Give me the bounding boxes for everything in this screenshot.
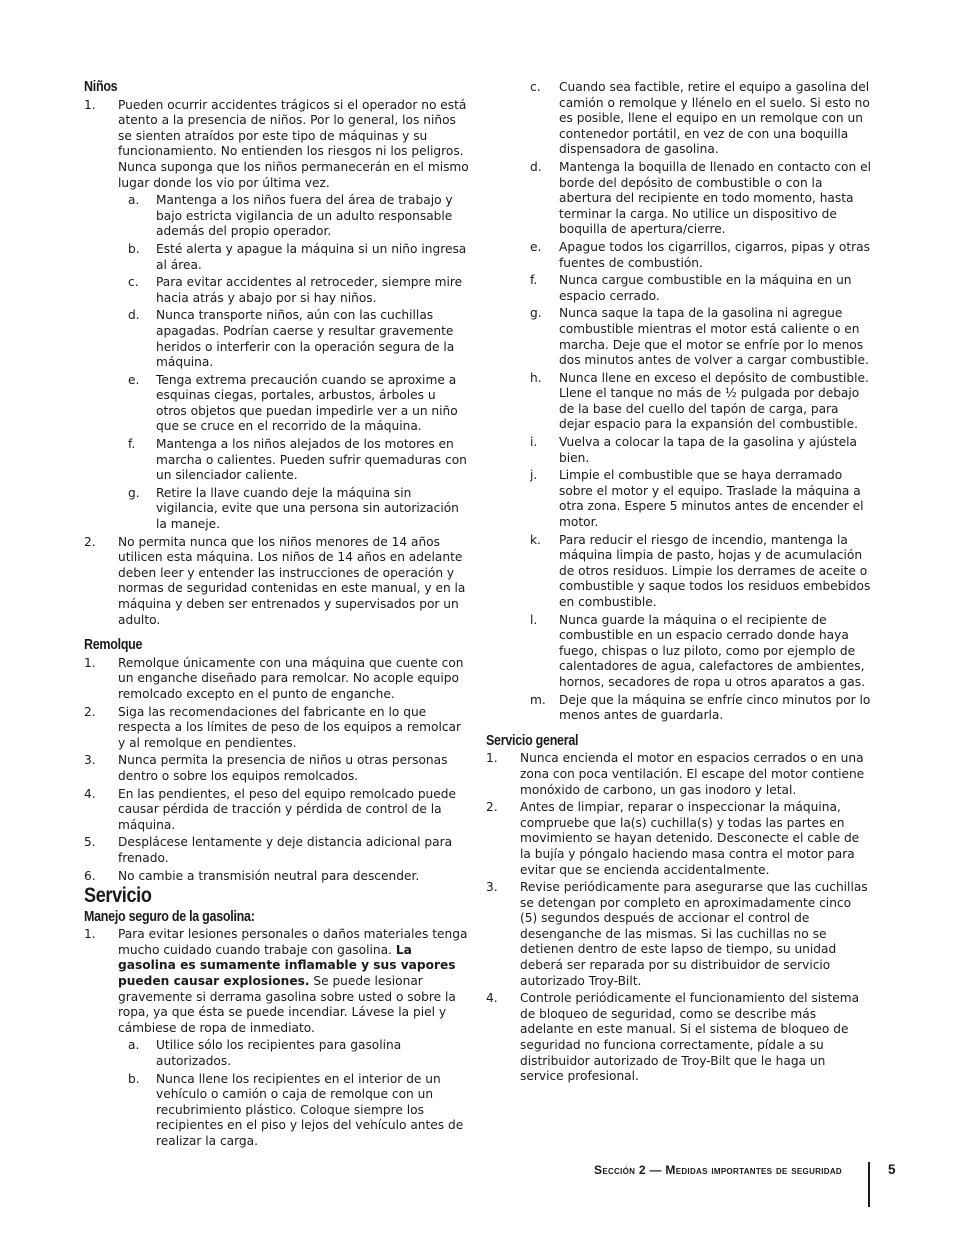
- sub-list-item: [530, 533, 872, 611]
- item-number: 6.: [84, 868, 96, 883]
- page-number: 5: [888, 1162, 896, 1177]
- sub-item-text: Nunca llene los recipientes en el interior de un vehículo o camión o caja de remolque con un recubrimiento plástico. Coloque siempre los recipientes en el piso y lejos del vehículo antes de realizar la carga.: [156, 1071, 464, 1148]
- sub-list-item: [118, 373, 470, 435]
- list-item: [84, 869, 470, 885]
- right-column: [486, 80, 872, 1087]
- sub-item-letter: b.: [128, 241, 140, 256]
- sub-list-item: [118, 308, 470, 370]
- sub-item-letter: e.: [530, 239, 542, 254]
- sub-item-letter: m.: [530, 692, 546, 707]
- sub-item-letter: d.: [530, 159, 542, 174]
- list-item: [486, 880, 872, 989]
- sub-item-letter: e.: [128, 372, 140, 387]
- sub-item-text: Cuando sea factible, retire el equipo a gasolina del camión o remolque y llénelo en el suelo. Si esto no es posible, llene el equipo en un remolque con un contenedor portátil, en vez de con una boquilla dispensadora de gasolina.: [559, 80, 870, 157]
- sub-list-item: [530, 306, 872, 368]
- left-column: [84, 80, 470, 1152]
- item-text: Revise periódicamente para asegurarse que las cuchillas se detengan por completo en aproximadamente cinco (5) segundos después de accionar el control de desenganche de las mismas. Si las cuchillas no se detienen dentro de este lapso de tiempo, su unidad deberá ser reparada por su distribuidor de servicio autorizado Troy-Bilt.: [520, 880, 868, 988]
- sub-item-letter: k.: [530, 532, 541, 547]
- sub-item-letter: i.: [530, 435, 538, 450]
- sub-item-text: Mantenga la boquilla de llenado en contacto con el borde del depósito de combustible o con la abertura del recipiente en todo momento, hasta terminar la carga. No utilice un dispositivo de boquilla de apertura/cierre.: [559, 159, 871, 237]
- item-text: Antes de limpiar, reparar o inspeccionar la máquina, compruebe que la(s) cuchilla(s) y todas las partes en movimiento se hayan detenido. Desconecte el cable de la bujía y póngalo haciendo masa contra el motor para evitar que se encienda accidentalmente.: [520, 800, 860, 877]
- sub-item-letter: f.: [128, 437, 136, 452]
- sub-list-item: [118, 275, 470, 306]
- sub-item-text: Apague todos los cigarrillos, cigarros, pipas y otras fuentes de combustión.: [559, 239, 870, 270]
- item-number: 3.: [84, 753, 96, 768]
- item-number: 1.: [84, 655, 96, 670]
- item-text: Nunca encienda el motor en espacios cerrados o en una zona con poca ventilación. El escape del motor contiene monóxido de carbono, un gas inodoro y letal.: [520, 751, 865, 797]
- list-item: [84, 535, 470, 629]
- list-item: [84, 787, 470, 834]
- list-item: [84, 705, 470, 752]
- sub-list-item: [530, 613, 872, 691]
- sub-item-text: Nunca llene en exceso el depósito de combustible. Llene el tanque no más de ½ pulgada por debajo de la base del cuello del tapón de carga, para dejar espacio para la expansión del combustible.: [559, 370, 869, 432]
- sub-item-letter: l.: [530, 612, 538, 627]
- heading-remolque: Remolque: [84, 637, 143, 654]
- sub-list-item: [118, 1072, 470, 1150]
- sub-item-text: Nunca transporte niños, aún con las cuchillas apagadas. Podrían caerse y resultar gravemente heridos o interferir con la operación segura de la máquina.: [156, 308, 455, 370]
- heading-servicio-general: Servicio general: [486, 732, 579, 749]
- item-number: 1.: [486, 751, 498, 766]
- sub-item-text: Mantenga a los niños alejados de los motores en marcha o calientes. Pueden sufrir quemaduras con un silenciador caliente.: [156, 437, 467, 483]
- item-number: 5.: [84, 835, 96, 850]
- item-text: Controle periódicamente el funcionamiento del sistema de bloqueo de seguridad, como se describe más adelante en este manual. Si el sistema de bloqueo de seguridad no funciona correctamente, pídale a su distribuidor autorizado de Troy-Bilt que le haga un service profesional.: [520, 991, 860, 1084]
- heading-servicio: Servicio: [84, 884, 152, 908]
- sub-list-item: [530, 160, 872, 238]
- sub-item-text: Deje que la máquina se enfríe cinco minutos por lo menos antes de guardarla.: [559, 692, 871, 723]
- item-text: Pueden ocurrir accidentes trágicos si el operador no está atento a la presencia de niños. Por lo general, los niños se sienten atraídos por este tipo de máquinas y su funcionamiento. No entienden los riesgos ni los peligros. Nunca suponga que los niños permanecerán en el mismo lugar donde los vio por última vez.: [118, 97, 469, 190]
- item-text-warning: La gasolina es sumamente inflamable y sus vapores pueden causar explosiones.: [118, 942, 456, 989]
- item-text: En las pendientes, el peso del equipo remolcado puede causar pérdida de tracción y pérdida de control de la máquina.: [118, 786, 457, 832]
- sub-list-item: [118, 486, 470, 533]
- sub-list-item: [118, 1038, 470, 1069]
- item-text: Desplácese lentamente y deje distancia adicional para frenado.: [118, 835, 453, 865]
- sub-list-item: [530, 80, 872, 158]
- list-item: [84, 753, 470, 784]
- item-number: 1.: [84, 927, 96, 942]
- item-text-lead: Para evitar lesiones personales o daños materiales tenga mucho cuidado cuando trabaje con gasolina.: [118, 927, 468, 957]
- sub-list-item: [530, 273, 872, 304]
- list-item: [486, 800, 872, 878]
- sub-list-item: [118, 193, 470, 240]
- sub-item-text: Mantenga a los niños fuera del área de trabajo y bajo estricta vigilancia de un adulto responsable además del propio operador.: [156, 193, 453, 239]
- sub-item-text: Vuelva a colocar la tapa de la gasolina y ajústela bien.: [559, 435, 857, 465]
- item-text: Siga las recomendaciones del fabricante en lo que respecta a los límites de peso de los equipos a remolcar y al remolque en pendientes.: [118, 704, 462, 750]
- item-text: Remolque únicamente con una máquina que cuente con un enganche diseñado para remolcar. No acople equipo remolcado excepto en el punto de enganche.: [118, 655, 464, 701]
- item-number: 2.: [486, 800, 498, 815]
- list-item: [84, 656, 470, 703]
- sub-item-letter: j.: [530, 468, 538, 483]
- item-number: 1.: [84, 97, 96, 112]
- sub-list-item: [530, 240, 872, 271]
- sub-item-text: Limpie el combustible que se haya derramado sobre el motor y el equipo. Traslade la máquina a otra zona. Espere 5 minutos antes de encender el motor.: [559, 468, 864, 530]
- item-text: Nunca permita la presencia de niños u otras personas dentro o sobre los equipos remolcados.: [118, 753, 448, 783]
- list-item: [486, 751, 872, 798]
- list-item: [84, 98, 470, 192]
- footer-section-title: Sección 2 — Medidas importantes de seguridad: [594, 1163, 842, 1177]
- item-number: 2.: [84, 704, 96, 719]
- sub-item-text: Tenga extrema precaución cuando se aproxime a esquinas ciegas, portales, arbustos, árboles u otros objetos que puedan impedirle ver a un niño que se cruce en el recorrido de la máquina.: [156, 372, 458, 434]
- footer-divider: [868, 1162, 870, 1207]
- sub-item-text: Retire la llave cuando deje la máquina sin vigilancia, evite que una persona sin autorización la maneje.: [156, 485, 459, 532]
- list-item: [486, 991, 872, 1085]
- sub-list-item: [530, 435, 872, 466]
- sub-item-text: Nunca cargue combustible en la máquina en un espacio cerrado.: [559, 273, 852, 303]
- item-number: 2.: [84, 534, 96, 549]
- item-number: 4.: [84, 786, 96, 801]
- list-item: [84, 927, 470, 1036]
- sub-item-letter: d.: [128, 308, 140, 323]
- sub-item-letter: b.: [128, 1071, 140, 1086]
- sub-item-letter: g.: [530, 306, 542, 321]
- sub-item-letter: a.: [128, 1038, 140, 1053]
- heading-manejo-gasolina: Manejo seguro de la gasolina:: [84, 908, 255, 925]
- sub-item-letter: c.: [128, 275, 139, 290]
- sub-list-item: [530, 468, 872, 530]
- sub-item-text: Para reducir el riesgo de incendio, mantenga la máquina limpia de pasto, hojas y de acumulación de otros residuos. Limpie los derrames de aceite o combustible y saque todos los residuos embebidos en combustible.: [559, 532, 871, 609]
- sub-list-item: [530, 693, 872, 724]
- list-item: [84, 835, 470, 866]
- sub-item-text: Nunca saque la tapa de la gasolina ni agregue combustible mientras el motor está caliente o en marcha. Deje que el motor se enfríe por lo menos dos minutos antes de volver a cargar combustible.: [559, 306, 869, 368]
- sub-item-text: Utilice sólo los recipientes para gasolina autorizados.: [156, 1038, 402, 1069]
- sub-list-item: [118, 437, 470, 484]
- item-text: No cambie a transmisión neutral para descender.: [118, 868, 420, 883]
- sub-item-letter: a.: [128, 193, 140, 208]
- sub-item-letter: h.: [530, 370, 542, 385]
- sub-item-letter: f.: [530, 273, 538, 288]
- item-text: [118, 927, 470, 1036]
- item-number: 4.: [486, 991, 498, 1006]
- sub-list-item: [118, 242, 470, 273]
- sub-item-text: Esté alerta y apague la máquina si un niño ingresa al área.: [156, 241, 467, 272]
- item-text-tail: Se puede lesionar gravemente si derrama gasolina sobre usted o sobre la ropa, ya que ésta se puede incendiar. Lávese la piel y cámbiese de ropa de inmediato.: [118, 974, 456, 1035]
- item-number: 3.: [486, 880, 498, 895]
- item-text: No permita nunca que los niños menores de 14 años utilicen esta máquina. Los niños de 14 años en adelante deben leer y entender las instrucciones de operación y normas de seguridad contenidas en este manual, y en la máquina y deben ser entrenados y supervisados por un adulto.: [118, 534, 466, 627]
- sub-item-letter: c.: [530, 80, 541, 94]
- heading-ninos: Niños: [84, 79, 118, 95]
- sub-item-letter: g.: [128, 485, 140, 500]
- sub-list-item: [530, 371, 872, 433]
- sub-item-text: Para evitar accidentes al retroceder, siempre mire hacia atrás y abajo por si hay niños.: [156, 275, 463, 305]
- sub-item-text: Nunca guarde la máquina o el recipiente de combustible en un espacio cerrado donde haya fuego, chispas o luz piloto, como por ejemplo de calentadores de agua, calefactores de ambientes, hornos, secadores de ropa u otros aparatos a gas.: [559, 612, 865, 689]
